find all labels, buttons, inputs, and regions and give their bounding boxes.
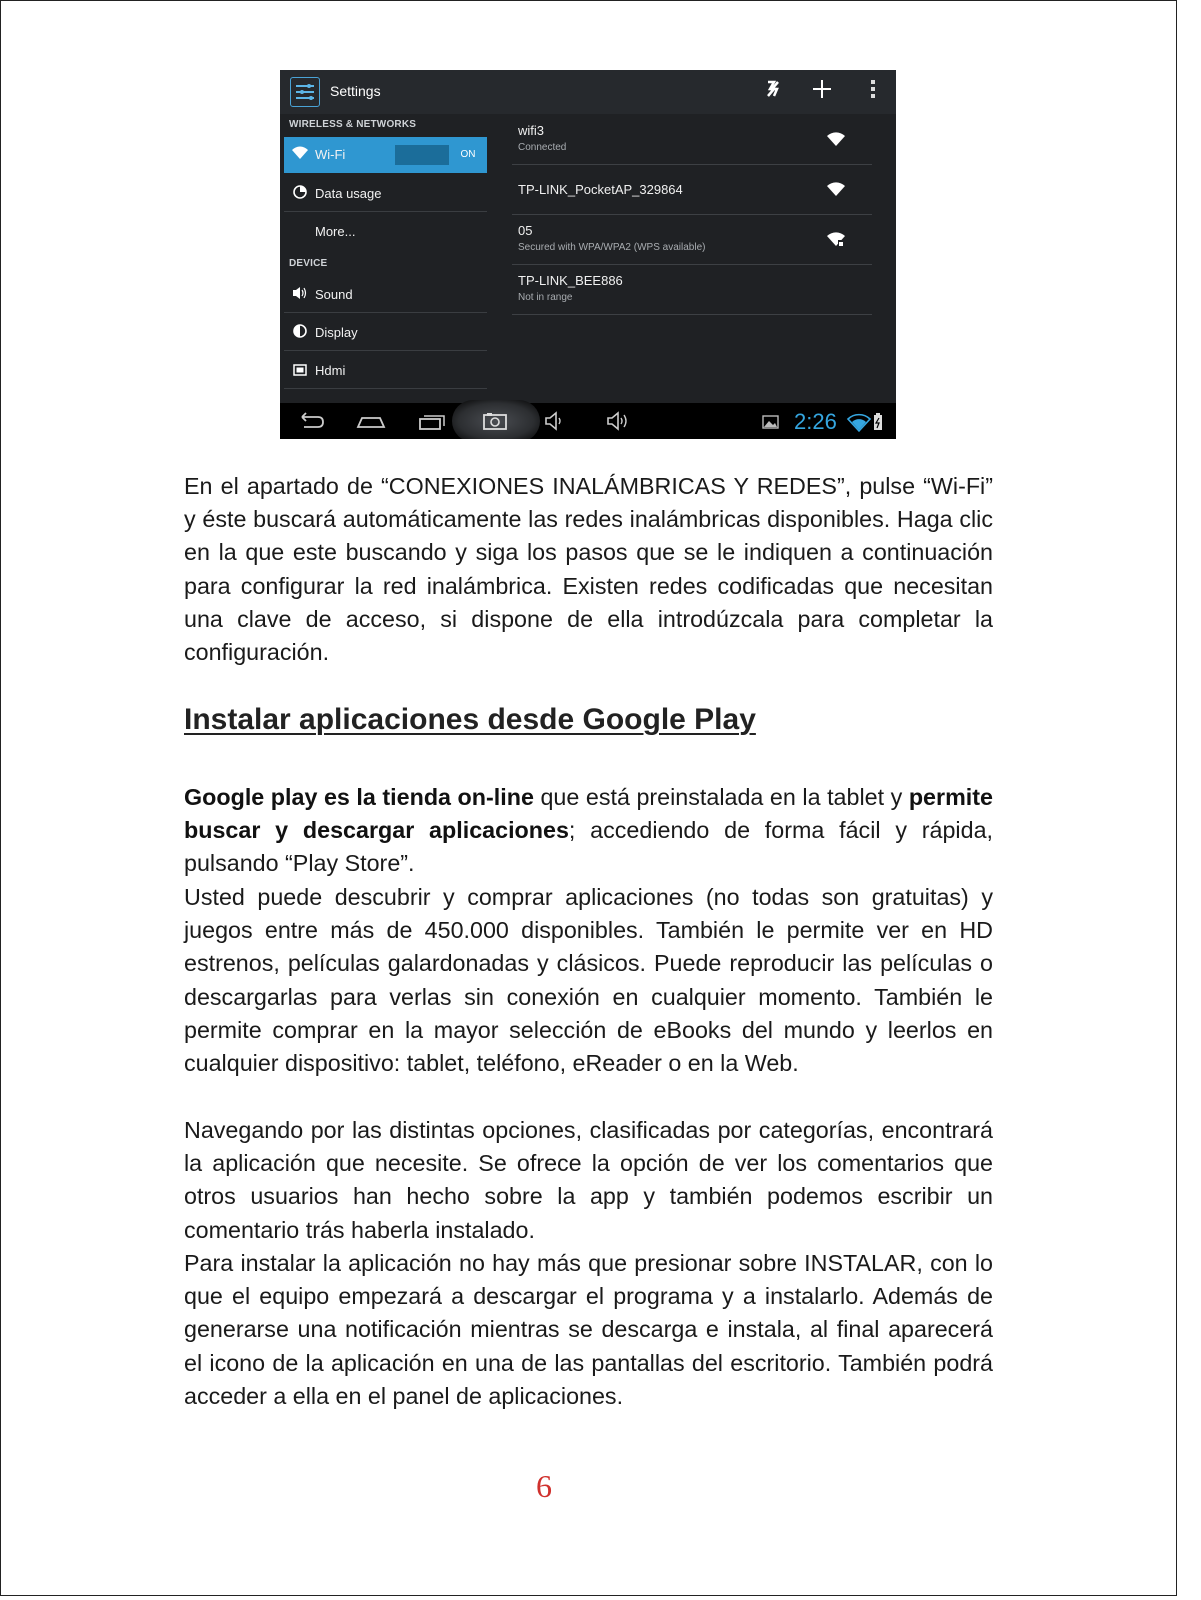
menu-item-label: Wi-Fi — [315, 147, 346, 162]
status-clock: 2:26 — [794, 409, 837, 434]
section-header-device: DEVICE — [289, 258, 328, 269]
network-item[interactable] — [512, 114, 872, 165]
network-name: wifi3 — [518, 123, 545, 138]
menu-item-label: Hdmi — [315, 363, 346, 378]
hdmi-icon — [291, 362, 309, 380]
menu-item-label: Display — [315, 325, 358, 340]
app-title: Settings — [330, 83, 381, 99]
screenshot-icon[interactable] — [478, 409, 512, 433]
overflow-menu-icon[interactable] — [860, 78, 886, 104]
wifi-toggle[interactable] — [395, 145, 487, 165]
menu-item-display[interactable] — [284, 315, 487, 351]
section-heading: Instalar aplicaciones desde Google Play — [184, 703, 756, 736]
wifi-signal-icon — [826, 131, 846, 147]
volume-down-icon[interactable] — [540, 409, 574, 433]
network-name: TP-LINK_BEE886 — [518, 273, 623, 288]
wifi-locked-icon — [826, 231, 846, 247]
text-run: ; accediendo de forma fácil y rápida, pulsando “Play Store”. — [184, 817, 993, 877]
home-icon[interactable] — [354, 409, 388, 433]
network-name: TP-LINK_PocketAP_329864 — [518, 182, 683, 197]
sync-icon[interactable] — [760, 78, 786, 104]
menu-item-hdmi[interactable] — [284, 353, 487, 389]
bold-phrase: permite buscar y descargar aplicaciones — [184, 784, 993, 844]
recent-apps-icon[interactable] — [416, 409, 450, 433]
settings-screenshot — [280, 70, 896, 439]
toggle-state: ON — [449, 145, 487, 165]
add-icon[interactable] — [809, 78, 835, 104]
menu-item-label: More... — [315, 224, 356, 239]
action-bar — [280, 70, 896, 114]
network-status: Not in range — [518, 292, 573, 303]
network-status: Secured with WPA/WPA2 (WPS available) — [518, 242, 706, 253]
paragraph-google-play — [184, 781, 993, 881]
network-item[interactable] — [512, 214, 872, 265]
page-number: 6 — [536, 1468, 552, 1504]
text-run: que está preinstalada en la tablet y — [533, 784, 909, 810]
navigation-bar — [280, 403, 896, 439]
menu-item-more[interactable] — [284, 214, 487, 250]
gallery-notification-icon — [760, 409, 782, 433]
menu-item-label: Data usage — [315, 186, 382, 201]
volume-up-icon[interactable] — [602, 409, 636, 433]
battery-icon — [873, 409, 883, 433]
paragraph-discover: Usted puede descubrir y comprar aplicaciones (no todas son gratuitas) y juegos entre más de 450.000 disponibles. También le permite ver en HD estrenos, películas galardonadas y clásicos. Puede reproducir las películas o descargarlas para verlas sin conexión en cualquier momento. También le permite comprar en la mayor selección de eBooks del mundo y leerlos en cualquier dispositivo: tablet, teléfono, eReader o en la Web. — [184, 884, 993, 1077]
wifi-status-icon — [846, 409, 872, 433]
network-item[interactable] — [512, 264, 872, 315]
network-status: Connected — [518, 142, 567, 153]
section-header-wireless: WIRELESS & NETWORKS — [289, 119, 417, 130]
bold-phrase: Google play es la tienda on-line — [184, 784, 534, 810]
menu-item-data-usage[interactable] — [284, 176, 487, 212]
menu-item-label: Sound — [315, 287, 353, 302]
wifi-signal-icon — [826, 181, 846, 197]
wifi-network-list — [512, 114, 872, 374]
paragraph-navigate: Navegando por las distintas opciones, clasificadas por categorías, encontrará la aplicación que necesite. Se ofrece la opción de ver los comentarios que otros usuarios han hecho sobre la app y también podemos escribir un comentario trás haberla instalado. — [184, 1117, 993, 1243]
menu-item-sound[interactable] — [284, 277, 487, 313]
menu-item-wifi[interactable] — [284, 137, 487, 173]
intro-paragraph: En el apartado de “CONEXIONES INALÁMBRICAS Y REDES”, pulse “Wi-Fi” y éste buscará automáticamente las redes inalámbricas disponibles. Haga clic en la que este buscando y siga los pasos que se le indiquen a continuación para configurar la red inalámbrica. Existen redes codificadas que necesitan una clave de acceso, si dispone de ella introdúzcala para completar la configuración. — [184, 473, 993, 666]
display-icon — [291, 324, 309, 342]
network-item[interactable] — [512, 164, 872, 215]
network-name: 05 — [518, 223, 533, 238]
data-usage-icon — [291, 185, 309, 203]
settings-app-icon — [290, 77, 320, 107]
back-icon[interactable] — [294, 409, 328, 433]
speaker-icon — [291, 286, 309, 304]
settings-menu — [280, 114, 488, 404]
paragraph-install: Para instalar la aplicación no hay más que presionar sobre INSTALAR, con lo que el equipo empezará a descargar el programa y a instalarlo. Además de generarse una notificación mientras se descarga e instala, al final aparecerá el icono de la aplicación en una de las pantallas del escritorio. También podrá acceder a ella en el panel de aplicaciones. — [184, 1250, 993, 1409]
wifi-icon — [291, 146, 309, 164]
